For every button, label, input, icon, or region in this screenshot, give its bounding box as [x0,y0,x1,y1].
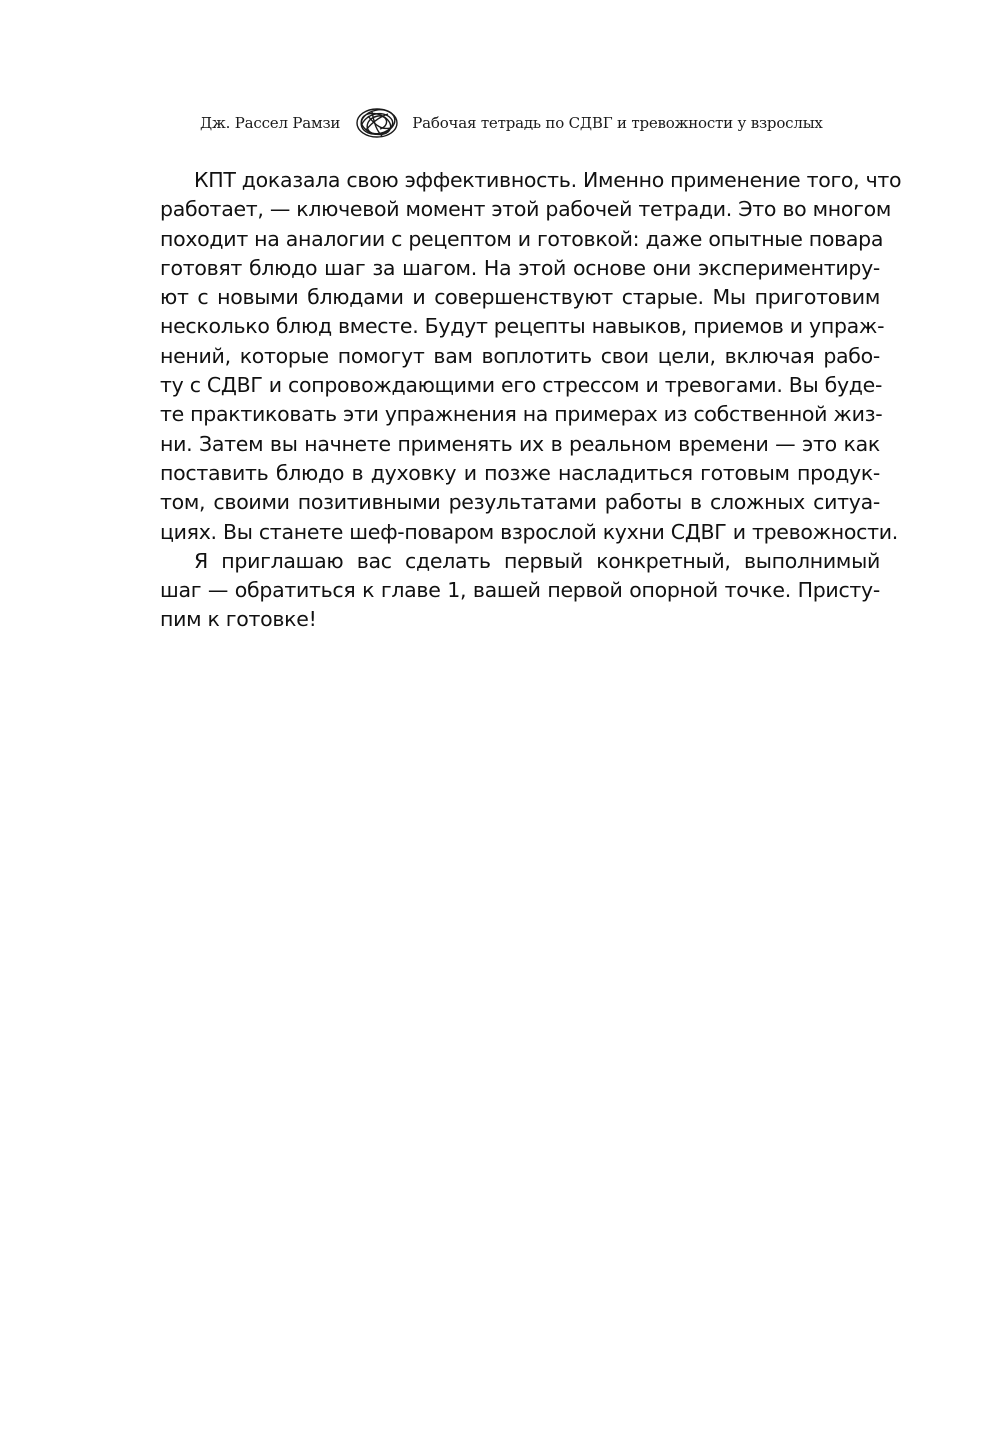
text-line: походит на аналогии с рецептом и готовкой: даже опытные повара [160,226,884,251]
text-line: шаг — обратиться к главе 1, вашей первой опорной точке. Присту- [160,578,880,603]
text-line: ни. Затем вы начнете применять их в реальном времени — это как [160,431,880,456]
running-header [200,103,880,143]
text-line: поставить блюдо в духовку и позже насладиться готовым продук- [160,460,880,485]
text-line: несколько блюд вместе. Будут рецепты навыков, приемов и упраж- [160,314,885,339]
body-text [160,166,902,635]
header-title: Рабочая тетрадь по СДВГ и тревожности у взрослых [412,114,823,132]
paragraph-1 [160,166,902,547]
text-line: готовят блюдо шаг за шагом. На этой основе они экспериментиру- [160,255,880,280]
text-line: работает, — ключевой момент этой рабочей тетради. Это во многом [160,197,891,222]
text-line: ют с новыми блюдами и совершенствуют старые. Мы приготовим [160,285,880,310]
text-line: те практиковать эти упражнения на примерах из собственной жиз- [160,402,883,427]
text-line: пим к готовке! [160,607,317,632]
scribble-circle-icon [352,106,402,140]
text-line: КПТ доказала свою эффективность. Именно применение того, что [194,168,902,192]
text-line: ту с СДВГ и сопровождающими его стрессом и тревогами. Вы буде- [160,373,883,398]
text-line: том, своими позитивными результатами работы в сложных ситуа- [160,490,880,515]
paragraph-2 [160,547,880,635]
header-author: Дж. Рассел Рамзи [200,114,341,132]
text-line: циях. Вы станете шеф-поваром взрослой кухни СДВГ и тревожности. [160,519,899,544]
text-line: нений, которые помогут вам воплотить свои цели, включая рабо- [160,343,880,368]
text-line: Я приглашаю вас сделать первый конкретный, выполнимый [194,548,880,573]
